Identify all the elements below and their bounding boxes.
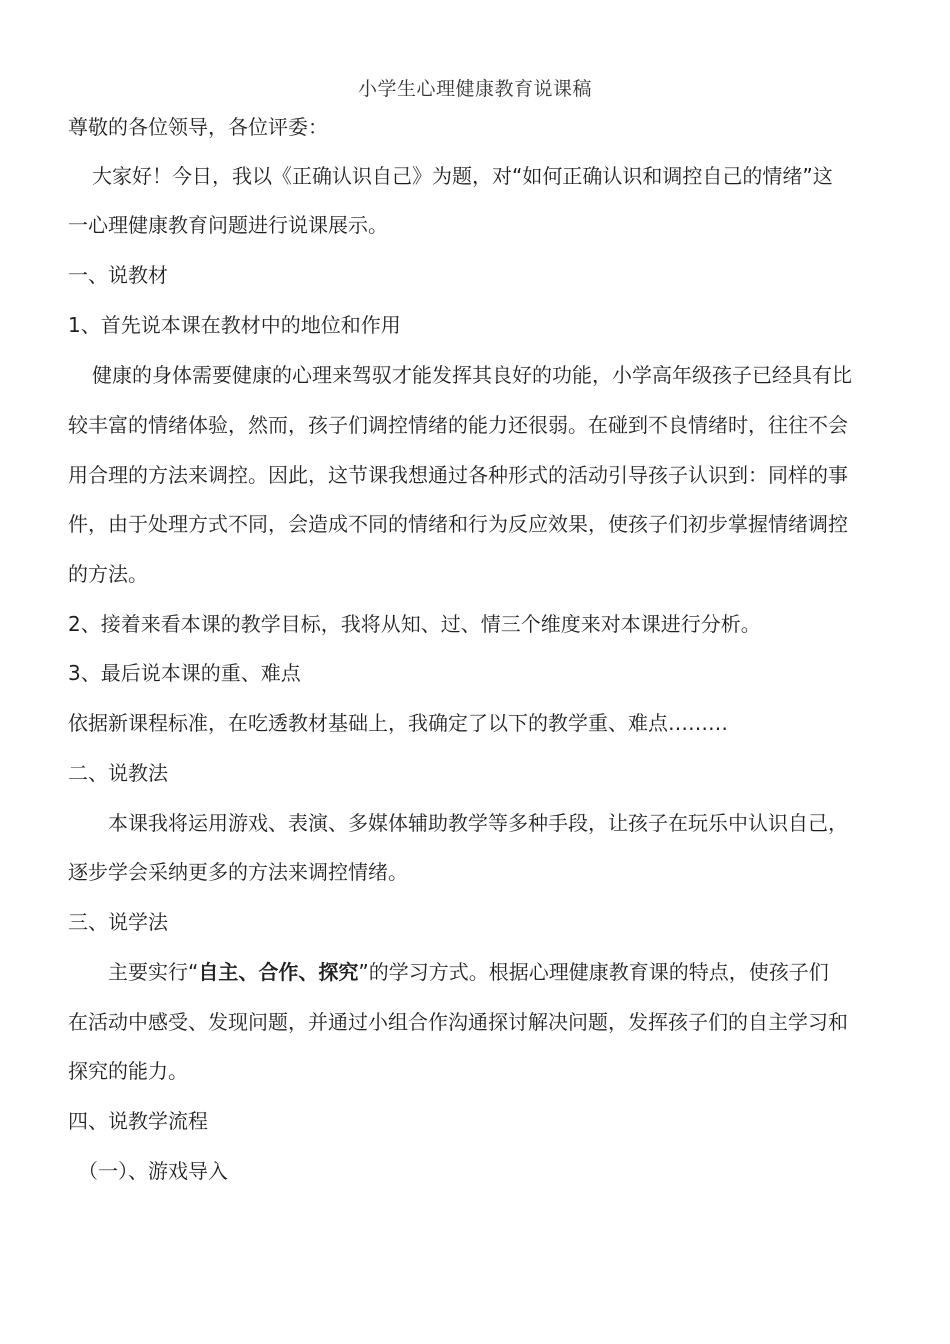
- section1-paragraph-line: 的方法。: [68, 562, 148, 586]
- section1-item3-heading: 3、最后说本课的重、难点: [68, 661, 301, 685]
- section1-paragraph-line: 较丰富的情绪体验，然而，孩子们调控情绪的能力还很弱。在碰到不良情绪时，往往不会: [68, 413, 848, 437]
- section1-paragraph-line: 健康的身体需要健康的心理来驾驭才能发挥其良好的功能，小学高年级孩子已经具有比: [92, 363, 852, 387]
- section1-item3-text: 依据新课程标准，在吃透教材基础上，我确定了以下的教学重、难点………: [68, 711, 728, 735]
- section3-line1-emphasis: 自主、合作、探究: [198, 960, 359, 984]
- section3-line1-suffix: ”的学习方式。根据心理健康教育课的特点，使孩子们: [358, 960, 829, 984]
- section1-item2: 2、接着来看本课的教学目标，我将从知、过、情三个维度来对本课进行分析。: [68, 612, 761, 636]
- salutation: 尊敬的各位领导，各位评委：: [68, 115, 328, 139]
- section1-paragraph-line: 件，由于处理方式不同，会造成不同的情绪和行为反应效果，使孩子们初步掌握情绪调控: [68, 512, 848, 536]
- section1-paragraph-line: 用合理的方法来调控。因此，这节课我想通过各种形式的活动引导孩子认识到：同样的事: [68, 463, 848, 487]
- section3-heading: 三、说学法: [68, 910, 168, 934]
- document-title: 小学生心理健康教育说课稿: [357, 78, 592, 100]
- section3-paragraph-line-1: [108, 958, 928, 986]
- section3-paragraph-line-3: 探究的能力。: [68, 1059, 188, 1083]
- section1-item1-heading: 1、首先说本课在教材中的地位和作用: [68, 313, 401, 337]
- section2-paragraph-line: 逐步学会采纳更多的方法来调控情绪。: [68, 860, 408, 884]
- section2-paragraph-line: 本课我将运用游戏、表演、多媒体辅助教学等多种手段，让孩子在玩乐中认识自己，: [108, 811, 848, 835]
- section4-heading: 四、说教学流程: [68, 1109, 208, 1133]
- section3-line1-prefix: 主要实行“: [108, 960, 199, 984]
- section1-heading: 一、说教材: [68, 263, 168, 287]
- section3-paragraph-line-2: 在活动中感受、发现问题，并通过小组合作沟通探讨解决问题，发挥孩子们的自主学习和: [68, 1010, 848, 1034]
- intro-line-1: 大家好！今日，我以《正确认识自己》为题，对“如何正确认识和调控自己的情绪”这: [92, 164, 833, 188]
- section2-heading: 二、说教法: [68, 761, 168, 785]
- intro-line-2: 一心理健康教育问题进行说课展示。: [68, 213, 388, 237]
- section4-subheading: （一）、游戏导入: [78, 1159, 228, 1183]
